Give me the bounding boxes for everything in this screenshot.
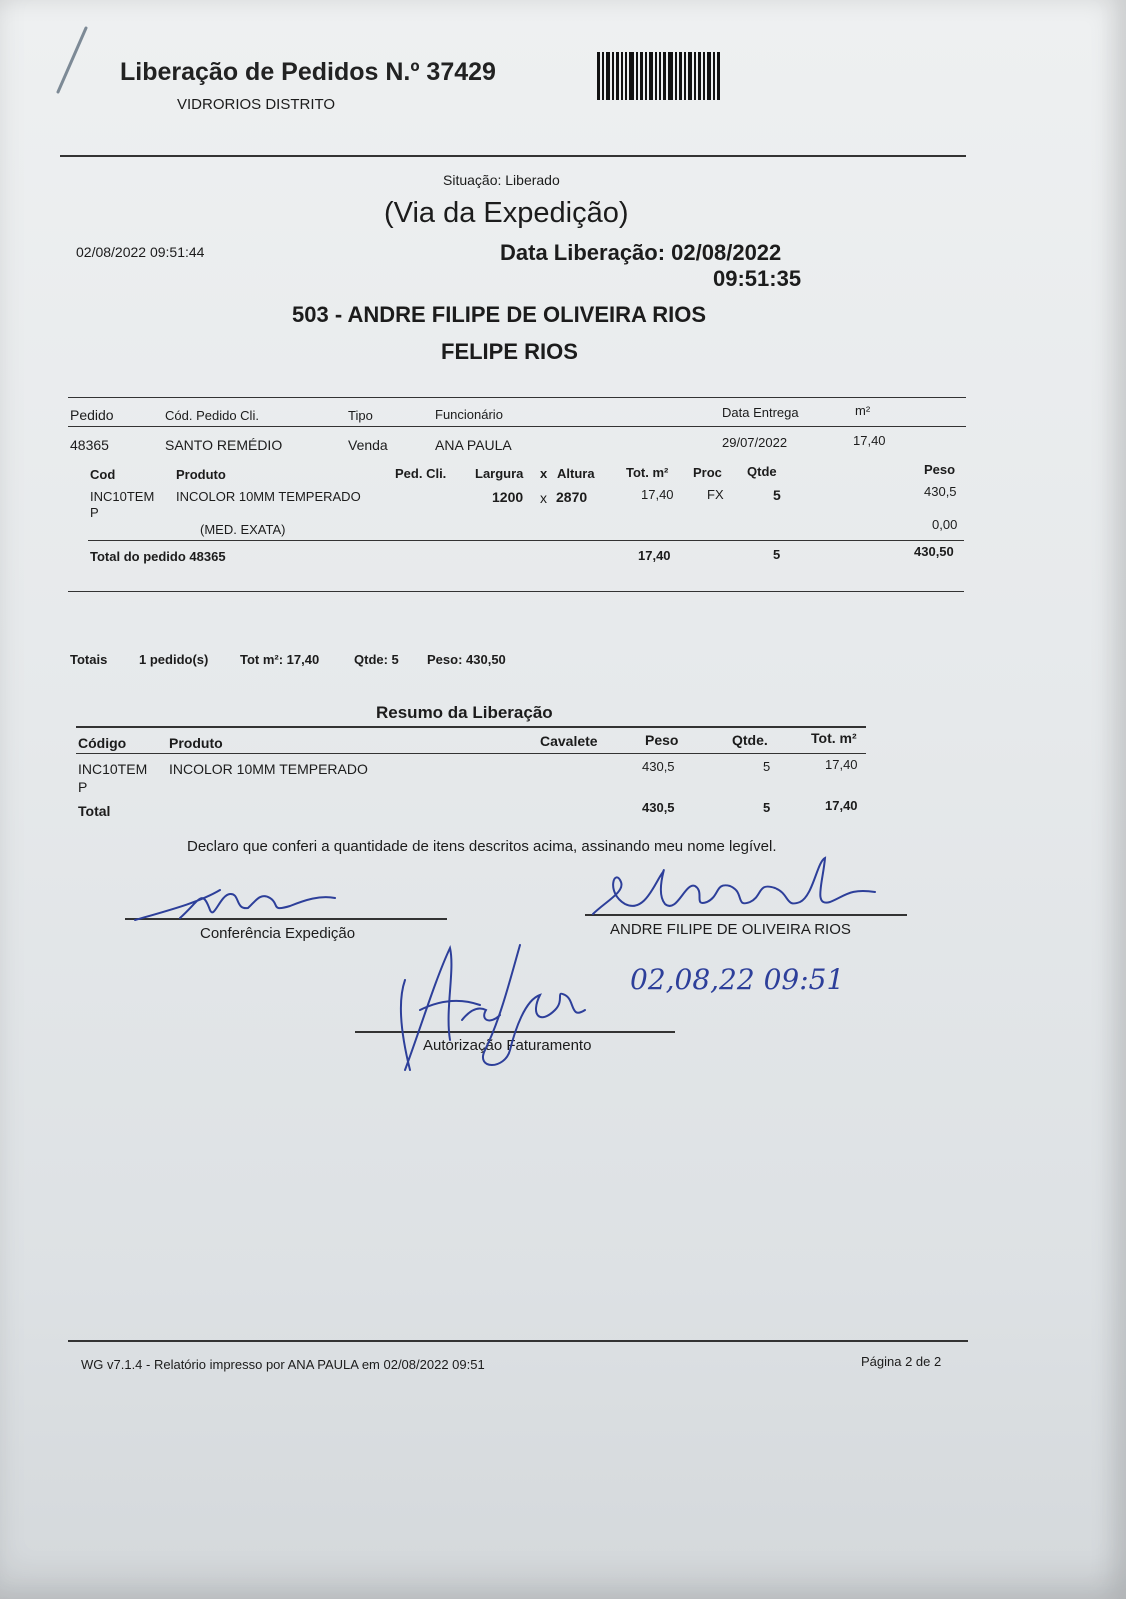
col-header-tipo: Tipo <box>348 408 373 423</box>
totals-label: Totais <box>70 652 108 667</box>
col-header-data-entrega: Data Entrega <box>722 405 799 420</box>
order-pedido: 48365 <box>70 437 109 453</box>
totals-qtde: Qtde: 5 <box>354 652 399 667</box>
totals-pedidos: 1 pedido(s) <box>139 652 209 667</box>
resumo-header-codigo: Código <box>78 735 127 751</box>
item-header-peso: Peso <box>924 462 956 477</box>
item-header-x: x <box>540 466 548 481</box>
item-header-cod: Cod <box>90 467 116 482</box>
item-obs: (MED. EXATA) <box>200 522 286 537</box>
resumo-header-qtde: Qtde. <box>732 732 768 748</box>
header-divider <box>60 155 966 157</box>
col-header-cod-pedido-cli: Cód. Pedido Cli. <box>165 408 259 423</box>
order-total-label: Total do pedido 48365 <box>90 549 226 564</box>
handwritten-date: 02,08,22 09:51 <box>630 963 845 996</box>
document-title: Liberação de Pedidos N.º 37429 <box>120 58 496 86</box>
item-proc: FX <box>707 487 724 502</box>
via-title: (Via da Expedição) <box>384 197 629 229</box>
resumo-title: Resumo da Liberação <box>376 703 553 722</box>
order-tipo: Venda <box>348 437 388 453</box>
item-cod-line1: INC10TEM <box>90 489 155 504</box>
resumo-header-tot-m2: Tot. m² <box>811 730 857 746</box>
resumo-total-tot-m2: 17,40 <box>825 798 858 813</box>
item-obs-value: 0,00 <box>932 517 958 532</box>
item-x: x <box>540 490 547 506</box>
resumo-tot-m2: 17,40 <box>825 757 858 772</box>
item-cod-line2: P <box>90 505 99 520</box>
resumo-codigo-line1: INC10TEM <box>78 761 148 777</box>
resumo-peso: 430,5 <box>642 759 675 774</box>
status-text: Situação: Liberado <box>443 172 560 188</box>
item-produto: INCOLOR 10MM TEMPERADO <box>176 489 361 504</box>
item-header-largura: Largura <box>475 466 524 481</box>
items-total-line <box>88 540 964 541</box>
client-nickname: FELIPE RIOS <box>441 339 578 364</box>
cliente-label: ANDRE FILIPE DE OLIVEIRA RIOS <box>610 921 851 938</box>
order-table-bottom-line <box>68 591 964 592</box>
col-header-m2: m² <box>855 403 871 418</box>
item-peso: 430,5 <box>924 484 957 499</box>
totals-tot-m2: Tot m²: 17,40 <box>240 652 320 667</box>
footer-page-number: Página 2 de 2 <box>861 1354 942 1369</box>
resumo-total-qtde: 5 <box>763 800 771 815</box>
order-table-top-line <box>68 397 966 398</box>
item-altura: 2870 <box>556 489 588 505</box>
col-header-funcionario: Funcionário <box>435 407 503 422</box>
printed-datetime: 02/08/2022 09:51:44 <box>76 244 205 260</box>
company-name: VIDRORIOS DISTRITO <box>177 96 336 113</box>
item-header-produto: Produto <box>176 467 226 482</box>
resumo-codigo-line2: P <box>78 779 88 795</box>
item-header-ped-cli: Ped. Cli. <box>395 466 447 481</box>
release-time: 09:51:35 <box>713 266 802 291</box>
item-header-tot-m2: Tot. m² <box>626 465 669 480</box>
order-total-qtde: 5 <box>773 547 781 562</box>
conferencia-signature <box>130 880 350 925</box>
resumo-header-cavalete: Cavalete <box>540 733 598 749</box>
resumo-top-line <box>76 726 866 728</box>
conferencia-label: Conferência Expedição <box>200 925 356 942</box>
order-funcionario: ANA PAULA <box>435 437 512 453</box>
resumo-header-peso: Peso <box>645 732 679 748</box>
client-name: 503 - ANDRE FILIPE DE OLIVEIRA RIOS <box>292 302 706 327</box>
autorizacao-signature <box>390 940 610 1075</box>
item-header-qtde: Qtde <box>747 464 777 479</box>
item-tot-m2: 17,40 <box>641 487 674 502</box>
totals-peso: Peso: 430,50 <box>427 652 506 667</box>
autorizacao-label: Autorização Faturamento <box>423 1037 592 1054</box>
order-total-m2: 17,40 <box>638 548 671 563</box>
item-header-altura: Altura <box>557 466 595 481</box>
footer-divider <box>68 1340 968 1342</box>
item-qtde: 5 <box>773 487 781 503</box>
resumo-header-line <box>76 753 866 754</box>
release-date: Data Liberação: 02/08/2022 <box>500 240 782 265</box>
footer-report-info: WG v7.1.4 - Relatório impresso por ANA PAULA em 02/08/2022 09:51 <box>81 1357 485 1372</box>
barcode <box>597 52 722 100</box>
order-total-peso: 430,50 <box>914 544 954 559</box>
order-table-header-line <box>68 426 966 427</box>
declaration-text: Declaro que conferi a quantidade de itens descritos acima, assinando meu nome legível. <box>187 838 777 855</box>
item-largura: 1200 <box>492 489 524 505</box>
order-m2: 17,40 <box>853 433 886 448</box>
order-data-entrega: 29/07/2022 <box>722 435 788 450</box>
resumo-total-peso: 430,5 <box>642 800 675 815</box>
resumo-header-produto: Produto <box>169 735 223 751</box>
order-cod-pedido-cli: SANTO REMÉDIO <box>165 437 283 453</box>
resumo-qtde: 5 <box>763 759 771 774</box>
resumo-produto: INCOLOR 10MM TEMPERADO <box>169 761 368 777</box>
cliente-signature <box>585 852 885 932</box>
item-header-proc: Proc <box>693 465 722 480</box>
pen-mark <box>52 26 92 96</box>
col-header-pedido: Pedido <box>70 407 114 423</box>
resumo-total-label: Total <box>78 803 111 819</box>
